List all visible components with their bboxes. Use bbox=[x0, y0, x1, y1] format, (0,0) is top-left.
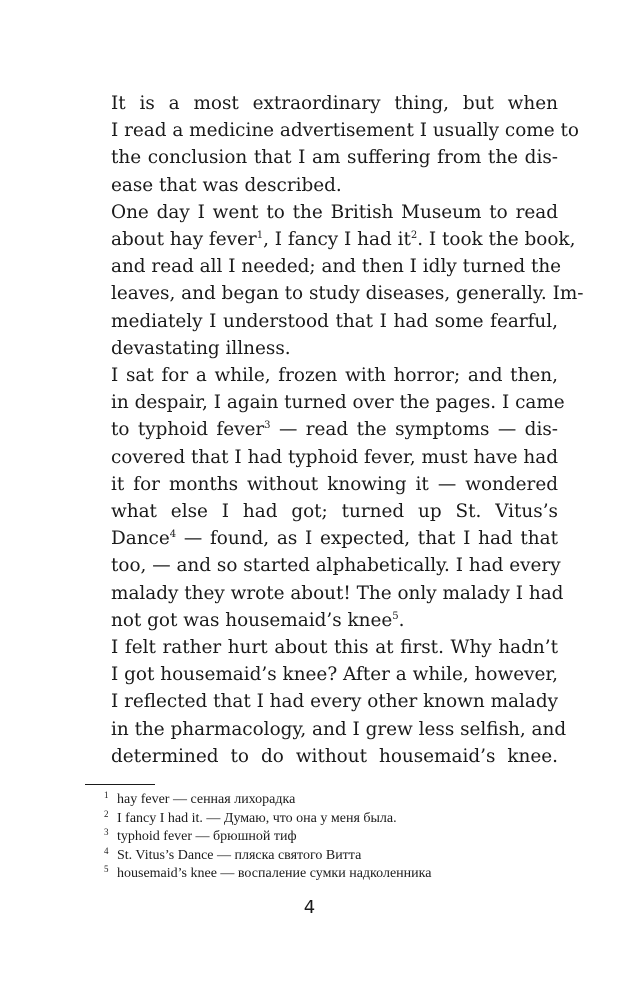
text-segment: the conclusion that I am suffering from the dis- bbox=[111, 147, 558, 169]
footnote-item: $^3$ typhoid fever — брюшной тиф bbox=[104, 827, 297, 845]
text-line bbox=[85, 253, 562, 280]
text-line bbox=[85, 688, 558, 715]
text-segment: devastating illness. bbox=[111, 337, 291, 359]
text-segment: I sat for a while, frozen with horror; and then, bbox=[111, 365, 558, 387]
paragraph bbox=[85, 634, 567, 770]
text-segment: I got housemaid’s knee? After a while, however, bbox=[111, 664, 558, 686]
text-segment: about hay fever bbox=[111, 229, 257, 251]
footnotes-list bbox=[85, 791, 558, 884]
text-segment: One day I went to the British Museum to read bbox=[111, 201, 558, 223]
footnote-divider bbox=[85, 784, 155, 785]
text-segment: in the pharmacology, and I grew less selfish, and bbox=[111, 718, 567, 740]
text-line bbox=[85, 471, 558, 498]
footnote-item: $^1$ hay fever — сенная лихорадка bbox=[104, 790, 296, 808]
text-segment: ease that was described. bbox=[111, 174, 342, 196]
text-segment: . I took the book, bbox=[417, 229, 576, 251]
text-segment: what else I had got; turned up St. Vitus’s bbox=[111, 501, 558, 523]
text-line bbox=[85, 525, 558, 552]
text-segment: — found, as I expected, that I had that bbox=[176, 528, 558, 550]
text-line bbox=[85, 199, 558, 226]
text-segment: , I fancy I had it bbox=[263, 229, 411, 251]
page-content bbox=[85, 90, 584, 884]
text-line bbox=[85, 389, 565, 416]
text-line bbox=[85, 172, 558, 199]
footnote-item: $^4$ St. Vitus’s Dance — пляска святого Витта bbox=[104, 845, 362, 863]
text-line bbox=[85, 117, 579, 144]
text-line bbox=[85, 552, 561, 579]
text-line bbox=[85, 144, 558, 171]
footnote-text: hay fever — сенная лихорадка bbox=[117, 792, 296, 808]
text-line bbox=[85, 226, 576, 253]
text-segment: I reflected that I had every other known malady bbox=[111, 691, 559, 713]
text-segment: not got was housemaid’s knee bbox=[111, 609, 393, 631]
footnote-reference: 1 bbox=[256, 230, 264, 242]
text-line bbox=[85, 607, 558, 634]
text-line bbox=[85, 308, 558, 335]
footnote-text: typhoid fever — брюшной тиф bbox=[117, 829, 297, 845]
text-segment: It is a most extraordinary thing, but when bbox=[111, 93, 558, 114]
text-segment: determined to do without housemaid’s knee. bbox=[111, 745, 558, 767]
text-line bbox=[85, 661, 558, 688]
text-line bbox=[85, 580, 564, 607]
text-line bbox=[85, 362, 558, 389]
text-line bbox=[85, 444, 558, 471]
text-segment: . bbox=[398, 609, 405, 631]
footnote-item: $^5$ housemaid’s knee — воспаление сумки надколенника bbox=[104, 864, 432, 882]
text-line bbox=[85, 743, 558, 770]
text-segment: it for months without knowing it — wondered bbox=[111, 473, 558, 495]
paragraph bbox=[85, 199, 584, 362]
text-segment: to typhoid fever bbox=[111, 419, 265, 441]
text-segment: covered that I had typhoid fever, must have had bbox=[111, 446, 558, 468]
text-line bbox=[85, 280, 584, 307]
text-line bbox=[85, 90, 558, 117]
footnote-reference: 2 bbox=[410, 230, 418, 242]
footnote-text: I fancy I had it. — Думаю, что она у меня была. bbox=[117, 810, 397, 826]
text-line bbox=[85, 716, 567, 743]
paragraph bbox=[85, 362, 565, 634]
text-line bbox=[85, 634, 558, 661]
body-text bbox=[85, 90, 584, 770]
text-line bbox=[85, 335, 558, 362]
footnote-text: housemaid’s knee — воспаление сумки надколенника bbox=[117, 866, 432, 882]
text-segment: leaves, and began to study diseases, generally. Im- bbox=[111, 283, 584, 305]
text-line bbox=[85, 416, 558, 443]
text-segment: malady they wrote about! The only malady I had bbox=[111, 582, 564, 604]
paragraph bbox=[85, 90, 579, 199]
text-segment: Dance bbox=[111, 528, 170, 550]
page-number: 4 bbox=[303, 897, 316, 918]
footnote-text: St. Vitus’s Dance — пляска святого Витта bbox=[117, 847, 362, 863]
footnote-reference: 5 bbox=[392, 610, 399, 622]
footnote-item: $^2$ I fancy I had it. — Думаю, что она у меня была. bbox=[104, 808, 397, 826]
text-segment: mediately I understood that I had some fearful, bbox=[111, 310, 558, 332]
footnote-reference: 4 bbox=[169, 529, 177, 541]
footnote-reference: 3 bbox=[264, 420, 271, 432]
text-segment: I read a medicine advertisement I usually come to bbox=[111, 120, 579, 142]
text-line bbox=[85, 498, 558, 525]
text-segment: in despair, I again turned over the pages. I came bbox=[111, 392, 565, 414]
text-segment: too, — and so started alphabetically. I had every bbox=[111, 555, 561, 577]
text-segment: and read all I needed; and then I idly turned the bbox=[111, 256, 562, 278]
text-segment: — read the symptoms — dis- bbox=[270, 419, 558, 441]
text-segment: I felt rather hurt about this at first. Why hadn’t bbox=[111, 637, 558, 659]
